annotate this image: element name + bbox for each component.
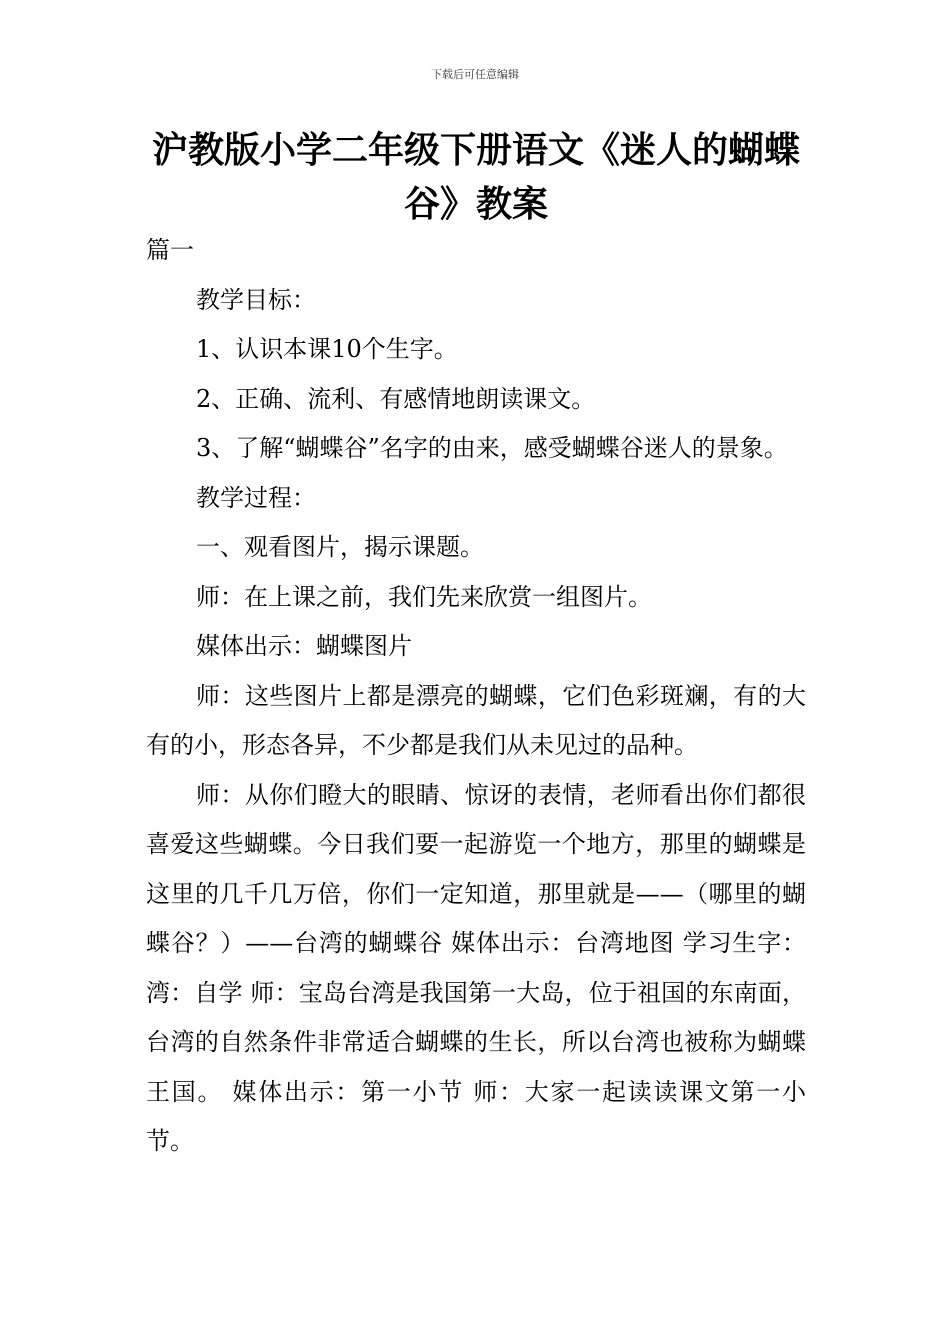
paragraph: 3、了解“蝴蝶谷”名字的由来，感受蝴蝶谷迷人的景象。 [196,434,788,462]
paragraph: 师：从你们瞪大的眼睛、惊讶的表情，老师看出你们都很喜爱这些蝴蝶。今日我们要一起游览一个地方，那里的蝴蝶是这里的几千几万倍，你们一定知道，那里就是——（哪里的蝴蝶谷？）——台湾的蝴蝶谷 媒体出示：台湾地图 学习生字：湾：自学 师：宝岛台湾是我国第一大岛，位于祖国的东南面，台湾的自然条件非常适合蝴蝶的生长，所以台湾也被称为蝴蝶王国。 媒体出示：第一小节 师：大家一起读读课文第一小节。 [146,780,806,1155]
paragraph: 教学目标： [196,285,316,314]
document-body [146,226,806,1167]
paragraph: 1、认识本课10个生字。 [196,335,458,363]
paragraph: 师：在上课之前，我们先来欣赏一组图片。 [196,582,652,611]
header-note: 下载后可任意编辑 [431,68,519,81]
document-title: 沪教版小学二年级下册语文《迷人的蝴蝶谷》教案 [151,130,800,225]
paragraph: 2、正确、流利、有感情地朗读课文。 [196,384,596,413]
paragraph: 教学过程： [196,483,316,512]
paragraph: 媒体出示：蝴蝶图片 [196,632,412,660]
paragraph: 师：这些图片上都是漂亮的蝴蝶，它们色彩斑斓，有的大有的小，形态各异，不少都是我们从未见过的品种。 [146,681,806,759]
section-label: 篇一 [146,236,194,264]
paragraph: 一、观看图片，揭示课题。 [196,533,484,561]
